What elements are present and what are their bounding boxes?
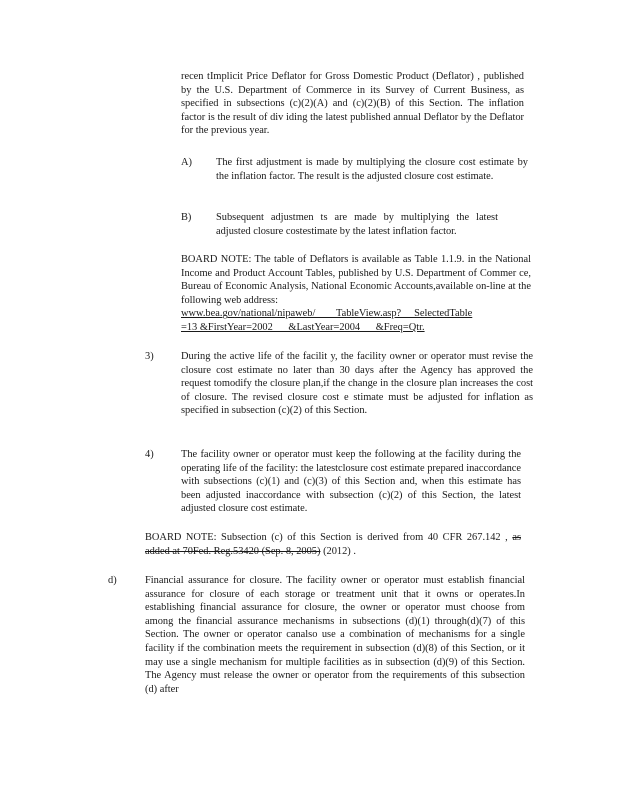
item-4-text: The facility owner or operator must keep the following at the facility during the operating life of the facility: the latestclosure cost estimate prepared inaccordance with subsections (c)(1) and (c)(3) of this Section and, when this estimate has been adjusted inaccordance with subsection (c)(2) of this Section, the latest adjusted closure cost estimate.: [181, 449, 521, 515]
board-note-1-url-line-2[interactable]: =13 &FirstYear=2002 &LastYear=2004 &Freq=Qtr.: [181, 321, 425, 333]
item-d-text: Financial assurance for closure. The facility owner or operator must establish financial assurance for closure of each storage or treatment unit that it owns or operates.In establishing financial assurance for closure, the owner or operator must choose from among the financial assurance mechanisms in subsections (d)(1) through(d)(7) of this Section. The owner or operator canalso use a combination of mechanisms for a single facility if the combination meets the requirement in subsection (d)(8) of this Section, or it may use a single mechanism for multiple facilities as in subsection (d)(9) of this Section. The Agency must release the owner or operator from the requirements of this subsection (d) after: [145, 575, 525, 695]
board-note-1-url-line-1[interactable]: www.bea.gov/national/nipaweb/ TableView.asp? SelectedTable: [181, 308, 473, 320]
item-a-text: The first adjustment is made by multiplying the closure cost estimate by the inflation factor. The result is the adjusted closure cost estimate.: [216, 157, 528, 182]
item-b-label: B): [181, 212, 192, 223]
item-3-label: 3): [145, 351, 154, 362]
intro-paragraph: recen tImplicit Price Deflator for Gross Domestic Product (Deflator) , published by the U.S. Department of Commerce in its Survey of Current Business, as specified in subsections (c)(2)(A) and (c)(2)(B) of this Section. The inflation factor is the result of div iding the latest published annual Deflator by the Deflator for the previous year.: [181, 71, 524, 137]
item-a-label: A): [181, 157, 192, 168]
item-d-label: d): [108, 575, 117, 586]
board-note-2-struck-text: as added at 70Fed. Reg.53420 (Sep. 8, 2005): [145, 532, 521, 557]
board-note-2-tail: (2012) .: [320, 545, 356, 557]
board-note-1: [181, 253, 531, 335]
item-3-text: During the active life of the facilit y, the facility owner or operator must revise the closure cost estimate no later than 30 days after the Agency has approved the request tomodify the closure plan,if the change in the closure plan increases the cost of closure. The revised closure cost e stimate must be adjusted for inflation as specified in subsection (c)(2) of this Section.: [181, 351, 533, 417]
board-note-2-text: BOARD NOTE: Subsection (c) of this Section is derived from 40 CFR 267.142 ,: [145, 532, 508, 543]
board-note-2: [145, 531, 521, 558]
item-4-label: 4): [145, 449, 154, 460]
board-note-1-text: BOARD NOTE: The table of Deflators is available as Table 1.1.9. in the National Income and Product Account Tables, published by U.S. Department of Commer ce, Bureau of Economic Analysis, National Economic Accounts,available on-line at the following web address:: [181, 254, 531, 306]
item-b-text: Subsequent adjustmen ts are made by multiplying the latest adjusted closure costestimate by the latest inflation factor.: [216, 212, 498, 237]
